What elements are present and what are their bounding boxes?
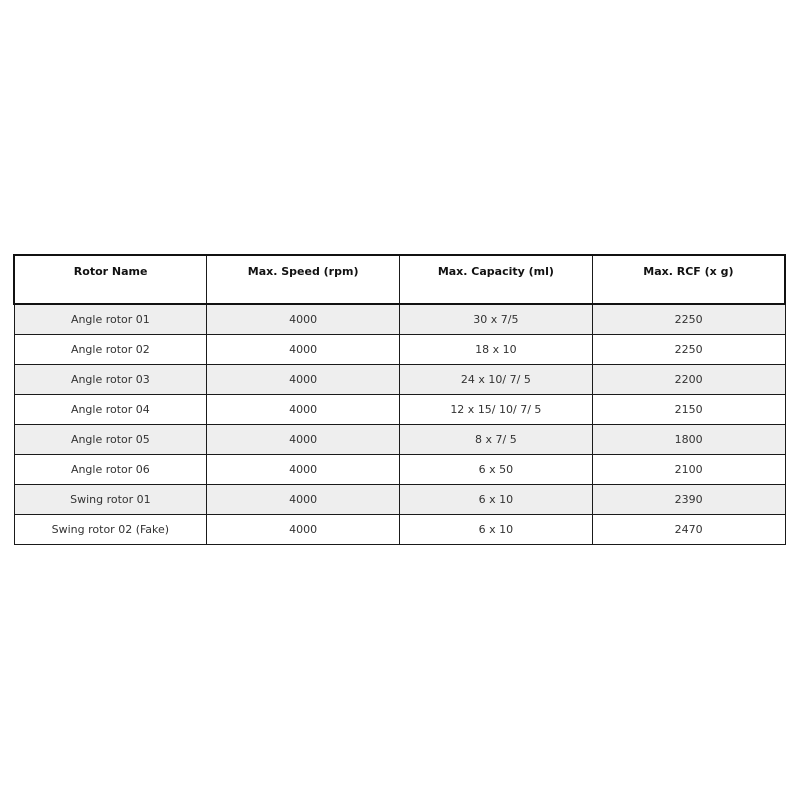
cell-max-speed: 4000 — [207, 424, 400, 454]
column-header-max-capacity: Max. Capacity (ml) — [400, 255, 593, 304]
cell-max-capacity: 12 x 15/ 10/ 7/ 5 — [400, 394, 593, 424]
table-row — [14, 364, 785, 394]
cell-max-speed: 4000 — [207, 304, 400, 334]
cell-max-rcf: 1800 — [592, 424, 785, 454]
cell-max-rcf: 2150 — [592, 394, 785, 424]
table-header — [14, 255, 785, 304]
header-row — [14, 255, 785, 304]
rotor-spec-table — [13, 254, 786, 545]
cell-max-speed: 4000 — [207, 394, 400, 424]
cell-max-speed: 4000 — [207, 454, 400, 484]
column-header-rotor-name: Rotor Name — [14, 255, 207, 304]
cell-rotor-name: Angle rotor 01 — [14, 304, 207, 334]
cell-max-capacity: 6 x 50 — [400, 454, 593, 484]
cell-max-capacity: 30 x 7/5 — [400, 304, 593, 334]
cell-rotor-name: Swing rotor 02 (Fake) — [14, 514, 207, 544]
cell-max-speed: 4000 — [207, 514, 400, 544]
table-row — [14, 454, 785, 484]
cell-rotor-name: Angle rotor 03 — [14, 364, 207, 394]
cell-max-speed: 4000 — [207, 334, 400, 364]
cell-max-capacity: 18 x 10 — [400, 334, 593, 364]
table-row — [14, 334, 785, 364]
cell-max-rcf: 2200 — [592, 364, 785, 394]
cell-max-capacity: 8 x 7/ 5 — [400, 424, 593, 454]
cell-max-rcf: 2100 — [592, 454, 785, 484]
cell-max-capacity: 24 x 10/ 7/ 5 — [400, 364, 593, 394]
table-row — [14, 514, 785, 544]
cell-max-capacity: 6 x 10 — [400, 514, 593, 544]
cell-max-rcf: 2390 — [592, 484, 785, 514]
cell-rotor-name: Angle rotor 04 — [14, 394, 207, 424]
cell-max-speed: 4000 — [207, 484, 400, 514]
table-row — [14, 424, 785, 454]
cell-rotor-name: Angle rotor 05 — [14, 424, 207, 454]
cell-rotor-name: Swing rotor 01 — [14, 484, 207, 514]
table-row — [14, 304, 785, 334]
cell-max-rcf: 2250 — [592, 334, 785, 364]
cell-max-speed: 4000 — [207, 364, 400, 394]
cell-max-rcf: 2470 — [592, 514, 785, 544]
cell-rotor-name: Angle rotor 02 — [14, 334, 207, 364]
column-header-max-rcf: Max. RCF (x g) — [592, 255, 785, 304]
table-row — [14, 484, 785, 514]
cell-max-capacity: 6 x 10 — [400, 484, 593, 514]
column-header-max-speed: Max. Speed (rpm) — [207, 255, 400, 304]
table-body — [14, 304, 785, 544]
table-row — [14, 394, 785, 424]
cell-max-rcf: 2250 — [592, 304, 785, 334]
cell-rotor-name: Angle rotor 06 — [14, 454, 207, 484]
